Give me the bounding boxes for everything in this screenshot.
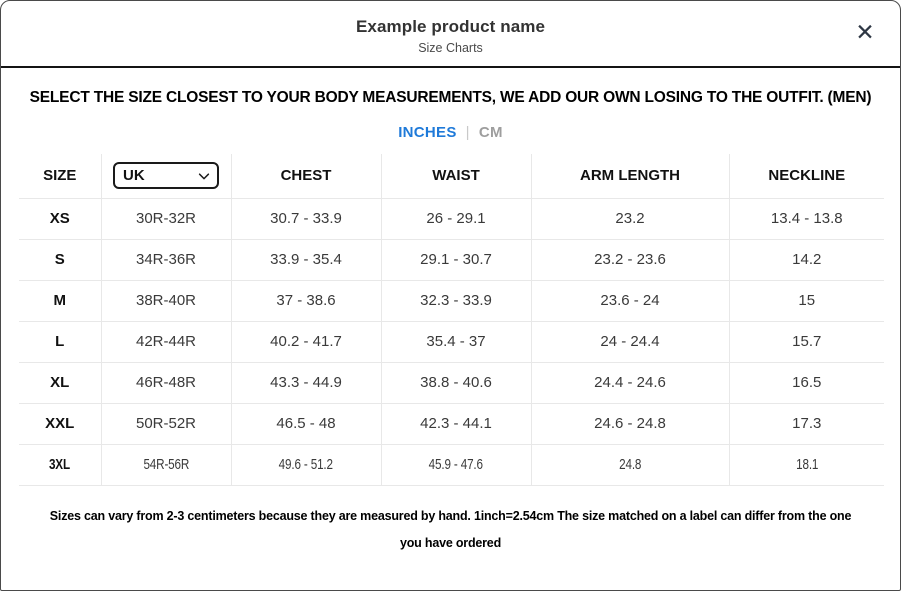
table-header-row (19, 154, 884, 198)
cell-arm-length: 24 - 24.4 (531, 321, 729, 362)
instruction-text: SELECT THE SIZE CLOSEST TO YOUR BODY MEASUREMENTS, WE ADD OUR OWN LOSING TO THE OUTFIT. (MEN) (29, 89, 872, 106)
close-icon: ✕ (855, 19, 875, 45)
column-header-waist: WAIST (381, 154, 531, 198)
cell-arm-length: 23.2 - 23.6 (531, 239, 729, 280)
cell-arm-length: 24.6 - 24.8 (531, 403, 729, 444)
column-header-region (101, 154, 231, 198)
cell-arm-length: 23.6 - 24 (531, 280, 729, 321)
cell-chest: 30.7 - 33.9 (231, 198, 381, 239)
table-row (19, 321, 884, 362)
modal-body (1, 89, 900, 557)
cell-size: 3XL (19, 444, 101, 485)
size-table (19, 154, 884, 486)
cell-chest: 46.5 - 48 (231, 403, 381, 444)
cell-waist: 42.3 - 44.1 (381, 403, 531, 444)
cell-waist: 26 - 29.1 (381, 198, 531, 239)
cell-arm-length: 24.4 - 24.6 (531, 362, 729, 403)
table-row (19, 239, 884, 280)
table-row (19, 280, 884, 321)
cell-waist: 35.4 - 37 (381, 321, 531, 362)
cell-waist: 45.9 - 47.6 (381, 444, 531, 485)
modal-header (1, 1, 900, 68)
column-header-arm-length: ARM LENGTH (531, 154, 729, 198)
cell-chest: 43.3 - 44.9 (231, 362, 381, 403)
cell-region: 42R-44R (101, 321, 231, 362)
cell-neckline: 15.7 (729, 321, 884, 362)
product-name-title: Example product name (355, 17, 546, 36)
modal-subtitle: Size Charts (418, 41, 483, 55)
table-row (19, 403, 884, 444)
cell-region: 46R-48R (101, 362, 231, 403)
cell-chest: 33.9 - 35.4 (231, 239, 381, 280)
cell-neckline: 14.2 (729, 239, 884, 280)
region-select[interactable] (113, 162, 219, 189)
column-header-neckline: NECKLINE (729, 154, 884, 198)
cell-chest: 37 - 38.6 (231, 280, 381, 321)
cell-region: 54R-56R (101, 444, 231, 485)
cell-neckline: 16.5 (729, 362, 884, 403)
cell-neckline: 18.1 (729, 444, 884, 485)
cell-size: XL (19, 362, 101, 403)
table-row (19, 444, 884, 485)
close-button[interactable] (850, 17, 880, 47)
cell-neckline: 15 (729, 280, 884, 321)
cell-size: L (19, 321, 101, 362)
cell-region: 50R-52R (101, 403, 231, 444)
cell-waist: 38.8 - 40.6 (381, 362, 531, 403)
cell-chest: 49.6 - 51.2 (231, 444, 381, 485)
cell-region: 34R-36R (101, 239, 231, 280)
units-separator: | (465, 124, 470, 141)
cell-neckline: 13.4 - 13.8 (729, 198, 884, 239)
cell-size: XXL (19, 403, 101, 444)
cell-region: 30R-32R (101, 198, 231, 239)
cell-arm-length: 23.2 (531, 198, 729, 239)
region-select-wrap (113, 162, 219, 189)
units-toggle (19, 124, 882, 141)
column-header-chest: CHEST (231, 154, 381, 198)
cell-size: XS (19, 198, 101, 239)
cell-waist: 29.1 - 30.7 (381, 239, 531, 280)
cell-waist: 32.3 - 33.9 (381, 280, 531, 321)
cell-chest: 40.2 - 41.7 (231, 321, 381, 362)
cell-arm-length: 24.8 (531, 444, 729, 485)
column-header-size: SIZE (19, 154, 101, 198)
cell-size: M (19, 280, 101, 321)
units-cm-tab[interactable]: CM (478, 124, 503, 141)
footer-note: Sizes can vary from 2-3 centimeters because they are measured by hand. 1inch=2.54cm The size matched on a label can differ from the one you have ordered (49, 508, 852, 550)
table-row (19, 362, 884, 403)
units-inches-tab[interactable]: INCHES (398, 124, 457, 141)
table-row (19, 198, 884, 239)
cell-neckline: 17.3 (729, 403, 884, 444)
cell-region: 38R-40R (101, 280, 231, 321)
cell-size: S (19, 239, 101, 280)
